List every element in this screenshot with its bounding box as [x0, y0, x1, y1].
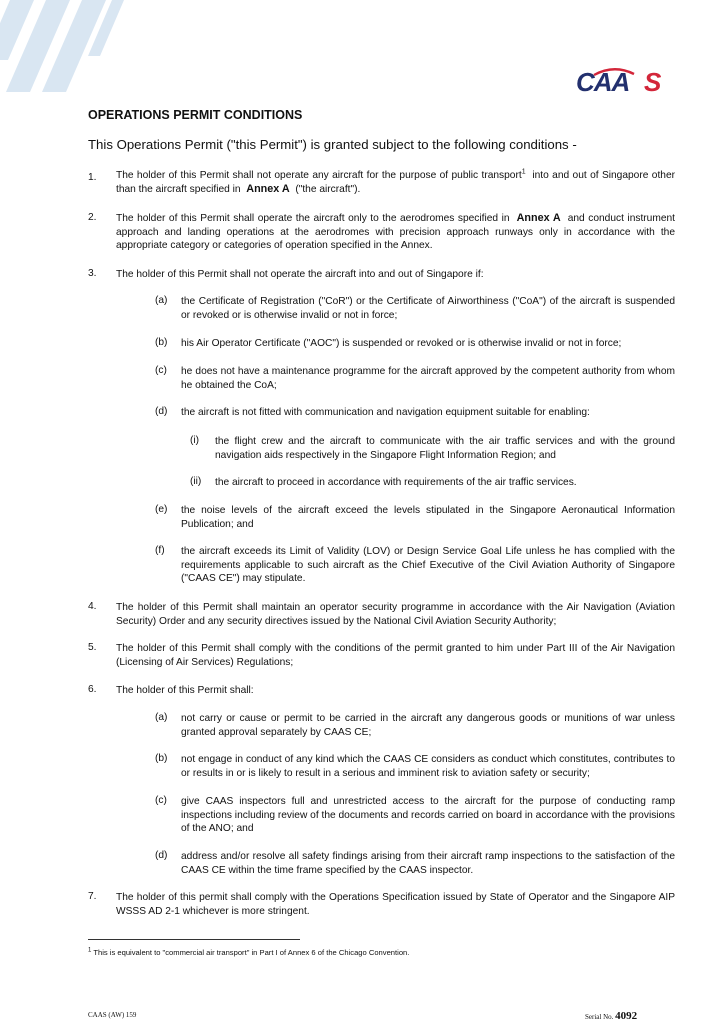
decorative-stripes	[0, 0, 130, 95]
condition-number: 3.	[88, 268, 97, 279]
condition-6b-text: not engage in conduct of any kind which the CAAS CE considers as conduct which constitutes, contributes to or results in or is likely to result in a serious and imminent risk to aviation safety or security;	[181, 754, 675, 779]
condition-3c-text: he does not have a maintenance programme for the aircraft approved by the competent authority from whom he obtained the CoA;	[181, 366, 675, 391]
condition-6-text: The holder of this Permit shall:	[116, 685, 254, 696]
footnote: $^1$ This is equivalent to "commercial air transport" in Part I of Annex 6 of the Chicago Convention.	[88, 947, 410, 957]
condition-4-text: The holder of this Permit shall maintain an operator security programme in accordance with the Air Navigation (Aviation Security) Order and any security directives issued by the National Civil Aviation Security Authority;	[116, 602, 675, 627]
subitem-label: (ii)	[190, 476, 202, 487]
condition-number: 7.	[88, 891, 97, 902]
condition-6d-text: address and/or resolve all safety findings arising from their aircraft ramp inspections to the satisfaction of the CAAS CE within the time frame specified by the CAAS inspector.	[181, 851, 675, 876]
footnote-divider	[88, 939, 300, 940]
condition-5-text: The holder of this Permit shall comply with the conditions of the permit granted to him under Part III of the Air Navigation (Licensing of Air Services) Regulations;	[116, 643, 675, 668]
condition-3d-text: the aircraft is not fitted with communication and navigation equipment suitable for enabling:	[181, 407, 590, 418]
condition-3b-text: his Air Operator Certificate ("AOC") is suspended or revoked or is otherwise invalid or not in force;	[181, 338, 622, 349]
footnote-ref: 1	[521, 168, 526, 176]
serial-label: Serial No.	[585, 1013, 614, 1021]
condition-3f-text: the aircraft exceeds its Limit of Validity (LOV) or Design Service Goal Life unless he has complied with the requirements applicable to such aircraft as the Chief Executive of the Civil Aviation Authority of Singapore ("CAAS CE") may stipulate.	[181, 546, 675, 585]
condition-3-text: The holder of this Permit shall not operate the aircraft into and out of Singapore if:	[116, 269, 484, 280]
condition-number: 2.	[88, 212, 97, 223]
condition-3d-i-text: the flight crew and the aircraft to communicate with the air traffic services and with the ground navigation aids respectively in the Singapore Flight Information Region; and	[215, 436, 675, 461]
item-label: (d)	[155, 406, 168, 417]
condition-number: 6.	[88, 684, 97, 695]
subitem-label: (i)	[190, 435, 200, 446]
form-code: CAAS (AW) 159	[88, 1011, 137, 1019]
condition-number: 5.	[88, 642, 97, 653]
serial-number-block	[585, 1010, 637, 1022]
item-label: (c)	[155, 365, 167, 376]
item-label: (f)	[155, 545, 165, 556]
condition-3e-text: the noise levels of the aircraft exceed the levels stipulated in the Singapore Aeronautical Information Publication; and	[181, 505, 675, 530]
condition-6c-text: give CAAS inspectors full and unrestricted access to the aircraft for the purpose of conducting ramp inspections including review of the documents and records carried on board in accordance with the provisions of the ANO; and	[181, 796, 675, 835]
condition-2-text: The holder of this Permit shall operate the aircraft only to the aerodromes specified in Annex A and conduct instrument approach and landing operations at the aerodromes with precision approach runways only in accordance with the appropriate category or categories of operation specified in the Annex.	[116, 212, 675, 252]
condition-number: 1.	[88, 172, 97, 183]
serial-number: 4092	[615, 1010, 638, 1022]
caas-logo	[576, 66, 670, 98]
condition-7-text: The holder of this permit shall comply with the Operations Specification issued by State of Operator and the Singapore AIP WSSS AD 2-1 whichever is more stringent.	[116, 892, 675, 917]
svg-text:S: S	[644, 67, 662, 97]
item-label: (d)	[155, 850, 168, 861]
condition-3a-text: the Certificate of Registration ("CoR") or the Certificate of Airworthiness ("CoA") of the aircraft is suspended or revoked or is otherwise invalid or not in force;	[181, 296, 675, 321]
condition-6a-text: not carry or cause or permit to be carried in the aircraft any dangerous goods or munitions of war unless granted approval separately by CAAS CE;	[181, 713, 675, 738]
item-label: (b)	[155, 337, 168, 348]
item-label: (a)	[155, 295, 168, 306]
item-label: (c)	[155, 795, 167, 806]
condition-number: 4.	[88, 601, 97, 612]
svg-text:CAA: CAA	[576, 67, 630, 97]
condition-3d-ii-text: the aircraft to proceed in accordance with requirements of the air traffic services.	[215, 477, 577, 488]
item-label: (e)	[155, 504, 168, 515]
intro-text: This Operations Permit ("this Permit") is granted subject to the following conditions -	[88, 137, 577, 152]
condition-1-text: The holder of this Permit shall not operate any aircraft for the purpose of public transport$^1$ into and out of Singapore other than the aircraft specified in Annex A ("the aircraft").	[116, 168, 675, 195]
item-label: (b)	[155, 753, 168, 764]
item-label: (a)	[155, 712, 168, 723]
page-title: OPERATIONS PERMIT CONDITIONS	[88, 108, 303, 122]
footnote-mark: 1	[88, 947, 92, 954]
